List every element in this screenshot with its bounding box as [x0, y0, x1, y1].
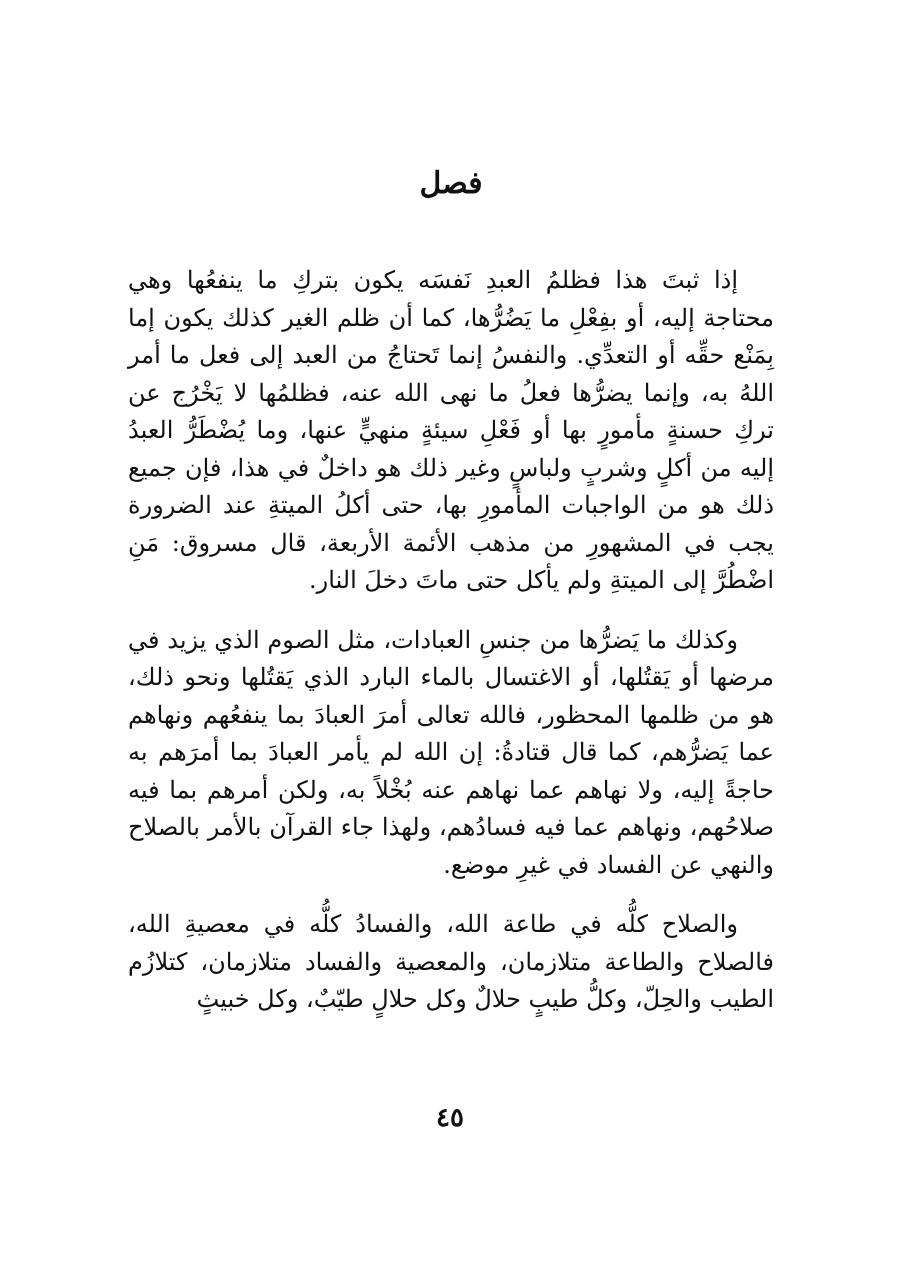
- page-body: [128, 160, 774, 1041]
- page-number: ٤٥: [436, 1103, 464, 1133]
- paragraph-1: إذا ثبتَ هذا فظلمُ العبدِ نَفسَه يكون بتركِ ما ينفعُها وهي محتاجة إليه، أو بفِعْلِ ما يَضُرُّها، كما أن ظلم الغير كذلك يكون إما بِمَنْع حقِّه أو التعدِّي. والنفسُ إنما تَحتاجُ من العبد إلى فعل ما أمر اللهُ به، وإنما يضرُّها فعلُ ما نهى الله عنه، فظلمُها لا يَخْرُج عن تركِ حسنةٍ مأمورٍ بها أو فَعْلِ سيئةٍ منهيٍّ عنها، وما يُضْطَرُّ العبدُ إليه من أكلٍ وشربٍ ولباسٍ وغير ذلك هو داخلٌ في هذا، فإن جميع ذلك هو من الواجبات المأمورِ بها، حتى أكلُ الميتةِ عند الضرورة يجب في المشهورِ من مذهب الأئمة الأربعة، قال مسروق: مَنِ اضْطُرَّ إلى الميتةِ ولم يأكل حتى ماتَ دخلَ النار.: [128, 266, 775, 594]
- paragraph-2: وكذلك ما يَضرُّها من جنسِ العبادات، مثل الصوم الذي يزيد في مرضها أو يَقتُلها، أو الاغتسال بالماء البارد الذي يَقتُلها ونحو ذلك، هو من ظلمها المحظور، فالله تعالى أمرَ العبادَ بما ينفعُهم ونهاهم عما يَضرُّهم، كما قال قتادةُ: إن الله لم يأمر العبادَ بما أمرَهم به حاجةً إليه، ولا نهاهم عما نهاهم عنه بُخْلاً به، ولكن أمرهم بما فيه صلاحُهم، ونهاهم عما فيه فسادُهم، ولهذا جاء القرآن بالأمر بالصلاح والنهي عن الفساد في غيرِ موضع.: [128, 625, 774, 879]
- paragraph-3: والصلاح كلُّه في طاعة الله، والفسادُ كلُّه في معصيةِ الله، فالصلاح والطاعة متلازمان، والمعصية والفساد متلازمان، كتلازُم الطيب والحِلّ، وكلُّ طيبٍ حلالٌ وكل حلالٍ طيّبٌ، وكل خبيثٍ: [128, 910, 774, 1013]
- section-heading: فصل: [419, 166, 483, 201]
